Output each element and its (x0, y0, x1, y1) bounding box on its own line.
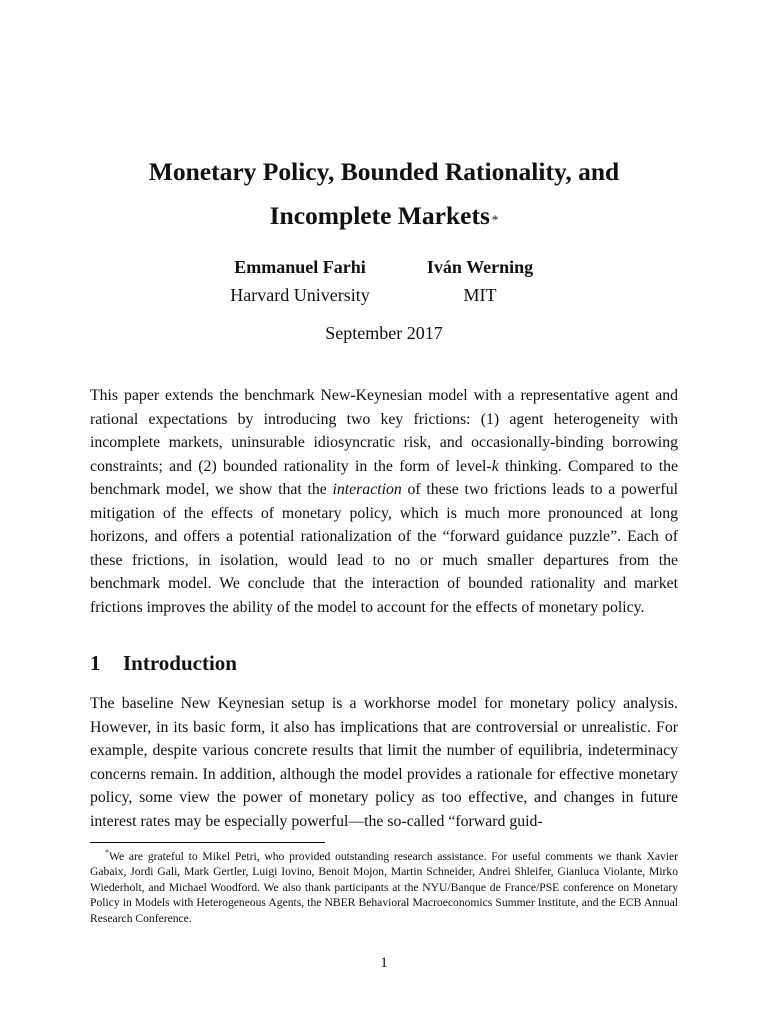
title-line-2-text: Incomplete Markets (269, 201, 490, 230)
paper-title (80, 150, 688, 238)
author-block-farhi (200, 253, 400, 309)
abstract-text-1: This paper extends the benchmark New-Keynesian model with a representative agent and rational expectations by introducing two key frictions: (1) agent heterogeneity with incomplete markets, uninsurable idiosyncratic risk, and occasionally-binding borrowing constraints; and (2) bounded rationality in the form of level- (90, 387, 678, 475)
author-name: Iván Werning (426, 257, 534, 277)
page-number: 1 (380, 955, 388, 971)
title-line-2 (80, 194, 688, 238)
abstract-emphasis: interaction (332, 481, 402, 498)
author-affiliation: Harvard University (230, 285, 370, 305)
abstract (90, 384, 678, 619)
abstract-paragraph (90, 384, 678, 619)
introduction-body (90, 692, 678, 833)
abstract-text-2: thinking. Compared to the benchmark model, we show that the (90, 457, 679, 498)
section-heading-introduction (90, 648, 237, 678)
author-affiliation: MIT (463, 285, 497, 305)
footnote-divider (90, 842, 325, 843)
footnote (90, 845, 678, 926)
section-title: Introduction (123, 651, 237, 675)
author-block-werning (390, 253, 570, 309)
footnote-mark: * (105, 848, 109, 857)
title-footnote-mark: * (491, 212, 499, 227)
publication-date: September 2017 (325, 323, 443, 343)
section-number: 1 (90, 651, 101, 675)
footnote-text: We are grateful to Mikel Petri, who provided outstanding research assistance. For useful comments we thank Xavier Gabaix, Jordi Gali, Mark Gertler, Luigi Iovino, Benoit Mojon, Martin Schneider, Andrei Shleifer, Gianluca Violante, Mirko Wiederholt, and Michael Woodford. We also thank participants at the NYU/Banque de France/PSE conference on Monetary Policy in Models with Heterogeneous Agents, the NBER Behavioral Macroeconomics Summer Institute, and the ECB Annual Research Conference. (90, 849, 678, 925)
introduction-paragraph: The baseline New Keynesian setup is a workhorse model for monetary policy analysis. However, in its basic form, it also has implications that are controversial or unrealistic. For example, despite various concrete results that limit the number of equilibria, indeterminacy concerns remain. In addition, although the model provides a rationale for effective monetary policy, some view the power of monetary policy as too effective, and changes in future interest rates may be especially powerful—the so-called “forward guid- (90, 695, 678, 830)
author-name: Emmanuel Farhi (234, 257, 366, 277)
footnote-paragraph (90, 845, 678, 926)
title-line-1: Monetary Policy, Bounded Rationality, and (148, 157, 620, 186)
abstract-level-k: k (491, 457, 499, 475)
abstract-text-3: of these two frictions leads to a powerful mitigation of the effects of monetary policy, which is much more pronounced at long horizons, and offers a potential rationalization of the “forward guidance puzzle”. Each of these frictions, in isolation, would lead to no or much smaller departures from the benchmark model. We conclude that the interaction of bounded rationality and market frictions improves the ability of the model to account for the effects of monetary policy. (90, 481, 678, 616)
